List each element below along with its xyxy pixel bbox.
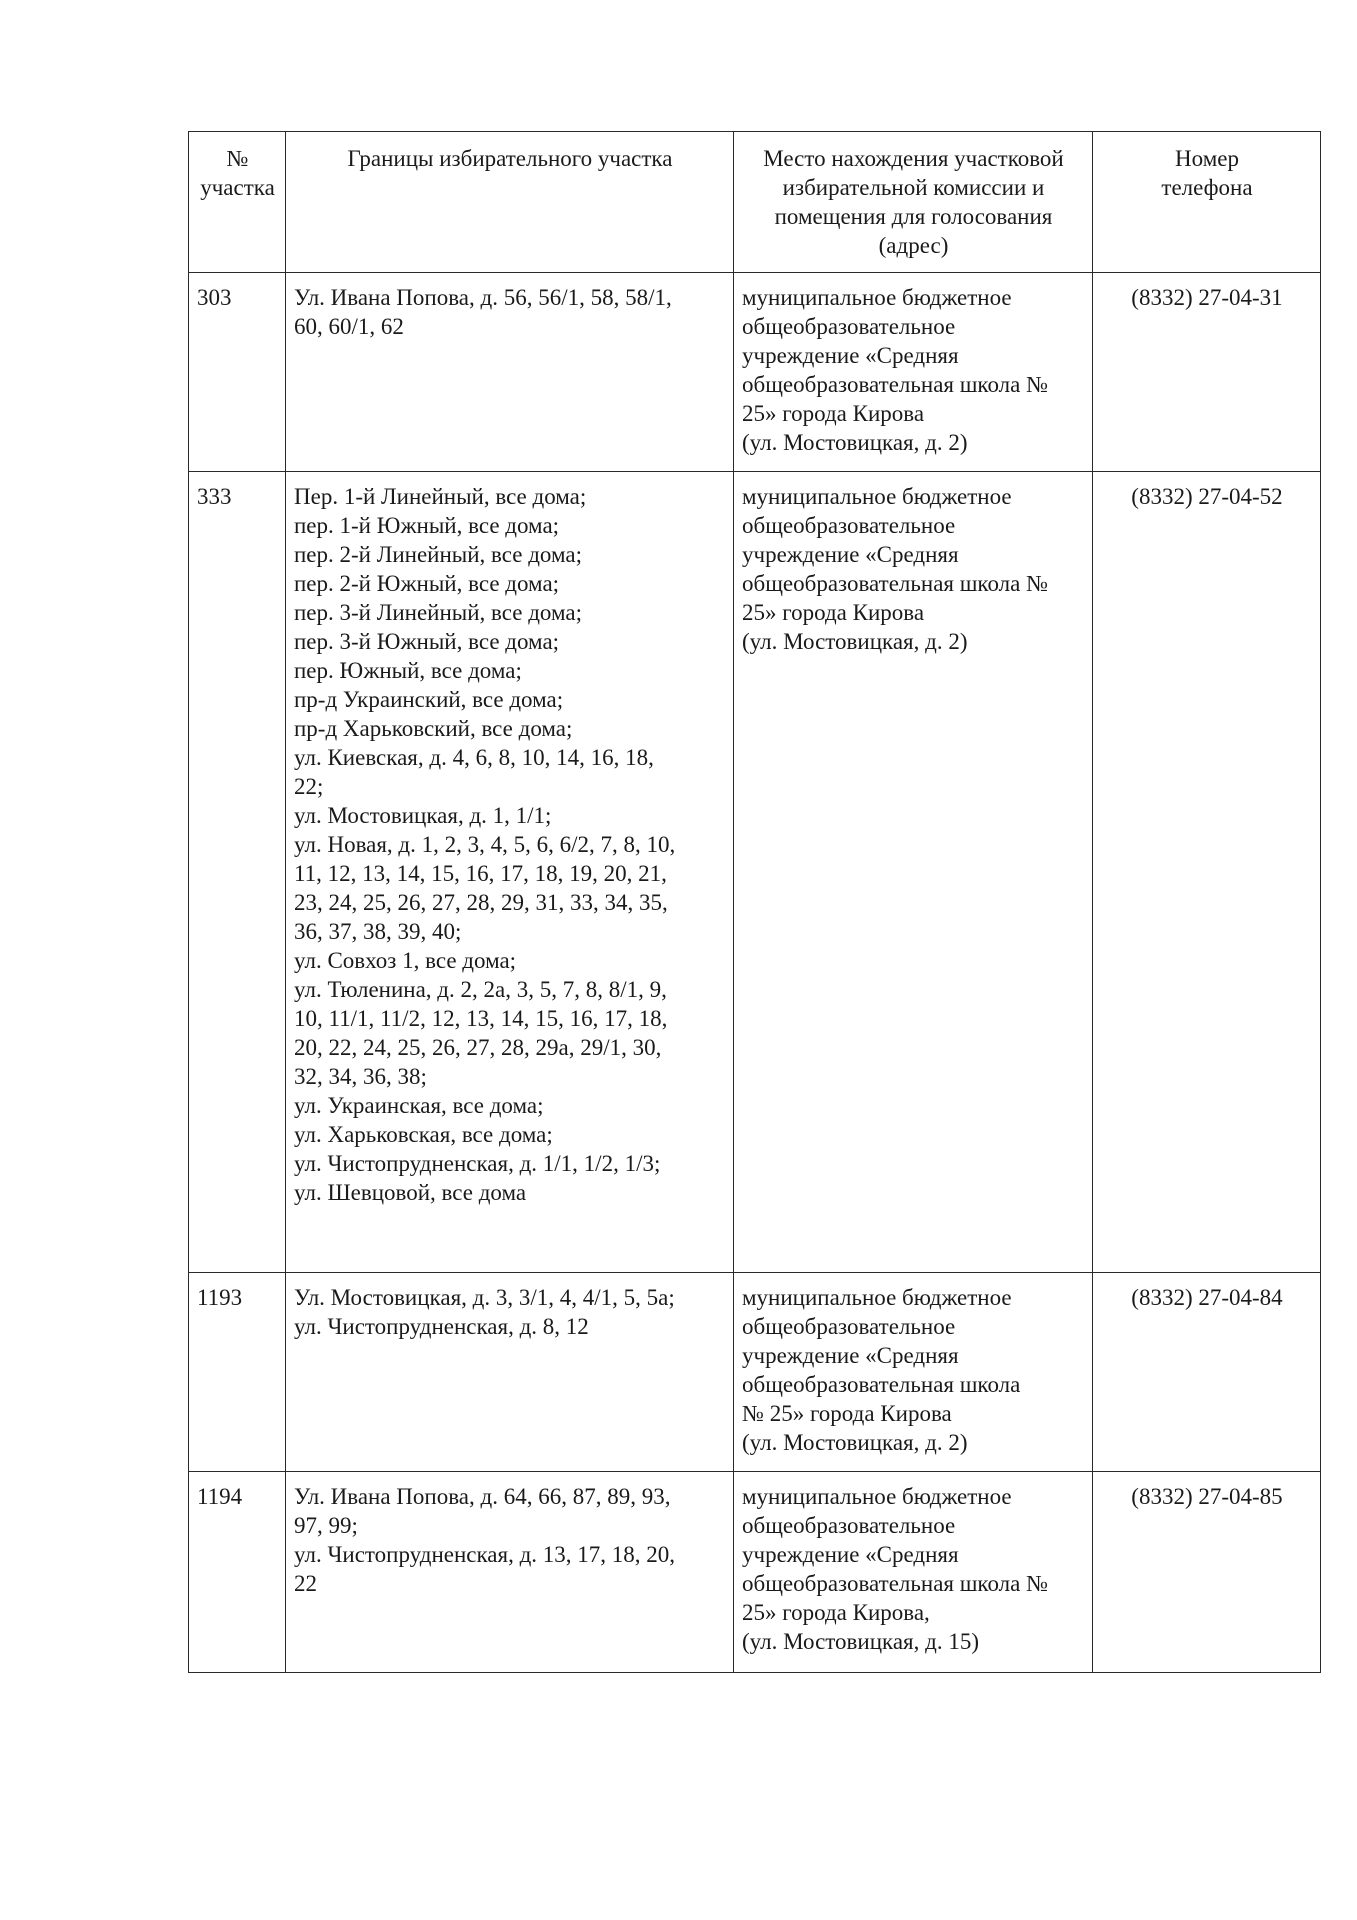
location-line: № 25» города Кирова (742, 1401, 952, 1426)
district-phone-cell: (8332) 27-04-31 (1093, 273, 1321, 472)
boundary-line: 11, 12, 13, 14, 15, 16, 17, 18, 19, 20, 21, (294, 861, 667, 886)
boundary-line: ул. Тюленина, д. 2, 2а, 3, 5, 7, 8, 8/1, 9, (294, 977, 667, 1002)
table-row (189, 472, 1321, 1273)
district-phone-cell: (8332) 27-04-52 (1093, 472, 1321, 1273)
boundary-line: ул. Чистопрудненская, д. 13, 17, 18, 20, (294, 1542, 676, 1567)
boundary-line: пер. 3-й Линейный, все дома; (294, 600, 582, 625)
boundary-line: 22 (294, 1571, 317, 1596)
boundary-line: 97, 99; (294, 1513, 358, 1538)
boundary-line: Ул. Ивана Попова, д. 64, 66, 87, 89, 93, (294, 1484, 671, 1509)
table-row (189, 273, 1321, 472)
district-phone-cell: (8332) 27-04-85 (1093, 1472, 1321, 1673)
district-location-cell (734, 472, 1093, 1273)
boundary-line: ул. Киевская, д. 4, 6, 8, 10, 14, 16, 18, (294, 745, 654, 770)
boundary-line: пер. Южный, все дома; (294, 658, 522, 683)
boundary-line: 32, 34, 36, 38; (294, 1064, 427, 1089)
table-header-row (189, 132, 1321, 273)
boundary-line: пер. 1-й Южный, все дома; (294, 513, 560, 538)
boundary-line: 20, 22, 24, 25, 26, 27, 28, 29а, 29/1, 30, (294, 1035, 662, 1060)
district-number-cell: 333 (189, 472, 286, 1273)
location-line: (ул. Мостовицкая, д. 2) (742, 1430, 968, 1455)
location-line: муниципальное бюджетное (742, 285, 1012, 310)
location-line: общеобразовательное (742, 1314, 956, 1339)
location-line: муниципальное бюджетное (742, 1285, 1012, 1310)
header-phone: Номер телефона (1093, 132, 1321, 273)
location-line: 25» города Кирова, (742, 1600, 930, 1625)
location-line: (ул. Мостовицкая, д. 2) (742, 629, 968, 654)
boundary-line: Пер. 1-й Линейный, все дома; (294, 484, 587, 509)
boundary-line: пер. 2-й Южный, все дома; (294, 571, 560, 596)
district-phone-cell: (8332) 27-04-84 (1093, 1273, 1321, 1472)
location-line: муниципальное бюджетное (742, 484, 1012, 509)
boundary-line: 60, 60/1, 62 (294, 314, 404, 339)
polling-districts-table (188, 131, 1321, 1673)
boundary-line: ул. Чистопрудненская, д. 8, 12 (294, 1314, 589, 1339)
location-line: учреждение «Средняя (742, 1542, 959, 1567)
table-row (189, 1273, 1321, 1472)
location-line: общеобразовательная школа (742, 1372, 1021, 1397)
location-line: общеобразовательное (742, 513, 956, 538)
boundary-line: ул. Мостовицкая, д. 1, 1/1; (294, 803, 552, 828)
boundary-line: ул. Харьковская, все дома; (294, 1122, 553, 1147)
location-line: (ул. Мостовицкая, д. 15) (742, 1629, 979, 1654)
boundary-line: 36, 37, 38, 39, 40; (294, 919, 462, 944)
location-line: общеобразовательное (742, 1513, 956, 1538)
boundary-line: пер. 2-й Линейный, все дома; (294, 542, 582, 567)
district-number-cell: 1194 (189, 1472, 286, 1673)
boundary-line: Ул. Ивана Попова, д. 56, 56/1, 58, 58/1, (294, 285, 672, 310)
location-line: общеобразовательная школа № (742, 571, 1049, 596)
district-number-cell: 1193 (189, 1273, 286, 1472)
table-row (189, 1472, 1321, 1673)
location-line: учреждение «Средняя (742, 1343, 959, 1368)
district-location-cell (734, 1472, 1093, 1673)
boundary-line: пр-д Харьковский, все дома; (294, 716, 573, 741)
boundary-line: 22; (294, 774, 324, 799)
district-location-cell (734, 273, 1093, 472)
location-line: (ул. Мостовицкая, д. 2) (742, 430, 968, 455)
location-line: общеобразовательная школа № (742, 1571, 1049, 1596)
district-boundaries-cell (286, 273, 734, 472)
location-line: общеобразовательное (742, 314, 956, 339)
boundary-line: Ул. Мостовицкая, д. 3, 3/1, 4, 4/1, 5, 5а; (294, 1285, 675, 1310)
boundary-line: ул. Совхоз 1, все дома; (294, 948, 517, 973)
boundary-line: 23, 24, 25, 26, 27, 28, 29, 31, 33, 34, 35, (294, 890, 668, 915)
header-location: Место нахождения участковой избирательной комиссии и помещения для голосования (адрес) (734, 132, 1093, 273)
location-line: 25» города Кирова (742, 600, 925, 625)
district-boundaries-cell (286, 472, 734, 1273)
boundary-line: ул. Новая, д. 1, 2, 3, 4, 5, 6, 6/2, 7, 8, 10, (294, 832, 676, 857)
district-number-cell: 303 (189, 273, 286, 472)
header-number: № участка (189, 132, 286, 273)
boundary-line: ул. Шевцовой, все дома (294, 1180, 527, 1205)
location-line: учреждение «Средняя (742, 542, 959, 567)
boundary-line: пер. 3-й Южный, все дома; (294, 629, 560, 654)
boundary-line: ул. Украинская, все дома; (294, 1093, 544, 1118)
district-location-cell (734, 1273, 1093, 1472)
boundary-line: 10, 11/1, 11/2, 12, 13, 14, 15, 16, 17, 18, (294, 1006, 668, 1031)
district-boundaries-cell (286, 1472, 734, 1673)
location-line: общеобразовательная школа № (742, 372, 1049, 397)
location-line: 25» города Кирова (742, 401, 925, 426)
boundary-line: ул. Чистопрудненская, д. 1/1, 1/2, 1/3; (294, 1151, 661, 1176)
location-line: учреждение «Средняя (742, 343, 959, 368)
header-boundaries: Границы избирательного участка (286, 132, 734, 273)
district-boundaries-cell (286, 1273, 734, 1472)
boundary-line: пр-д Украинский, все дома; (294, 687, 564, 712)
location-line: муниципальное бюджетное (742, 1484, 1012, 1509)
